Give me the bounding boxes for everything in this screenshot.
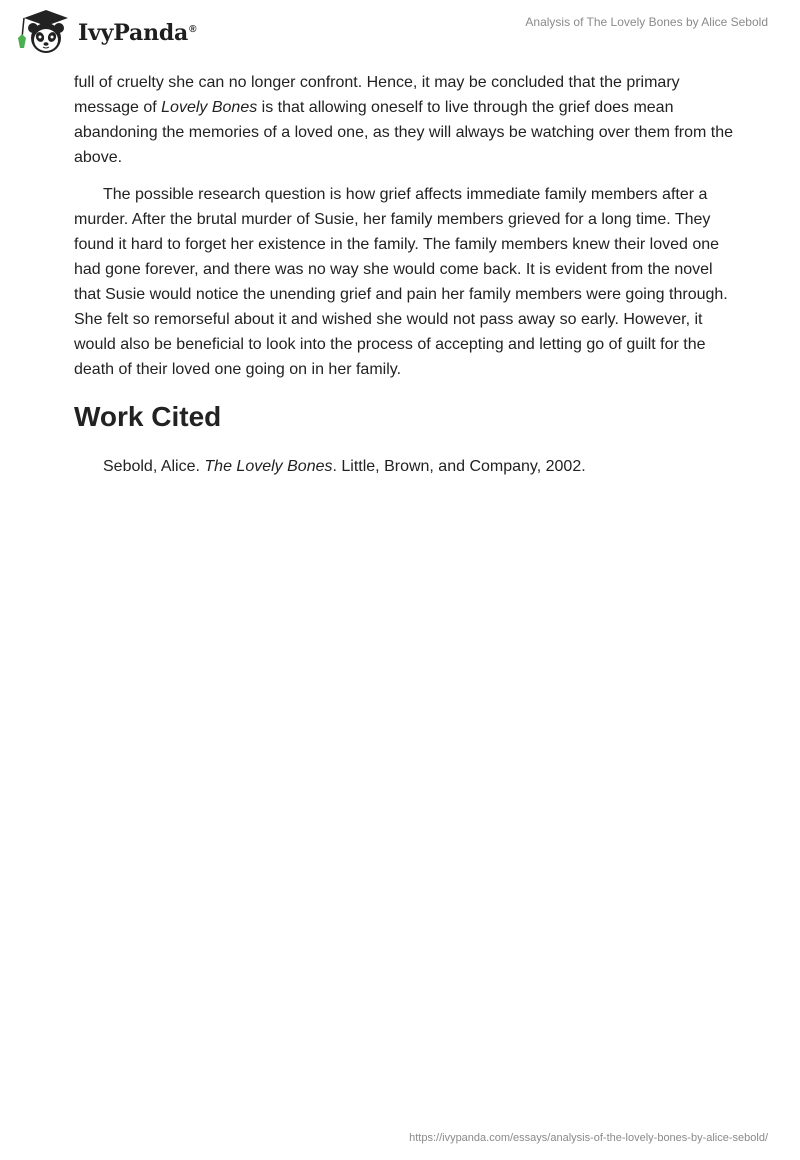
source-url[interactable]: https://ivypanda.com/essays/analysis-of-the-lovely-bones-by-alice-sebold/ xyxy=(409,1132,768,1144)
running-title: Analysis of The Lovely Bones by Alice Sebold xyxy=(525,15,768,29)
citation-title-italic: The Lovely Bones xyxy=(204,458,333,475)
book-title-italic: Lovely Bones xyxy=(161,99,258,116)
essay-content xyxy=(74,70,734,479)
work-cited-heading: Work Cited xyxy=(74,401,222,432)
ivypanda-logo[interactable] xyxy=(16,8,196,56)
page-header xyxy=(0,0,800,64)
paragraph-research-question: The possible research question is how grief affects immediate family members after a murder. After the brutal murder of Susie, her family members grieved for a long time. They found it hard to forget her existence in the family. The family members knew their loved one had gone forever, and there was no way she would come back. It is evident from the novel that Susie would notice the unending grief and pain her family members were going through. She felt so remorseful about it and wished she would not pass away so early. However, it would also be beneficial to look into the process of accepting and letting go of guilt for the death of their loved one going on in her family. xyxy=(74,186,728,378)
registered-mark: ® xyxy=(189,23,197,35)
logo-wordmark: IvyPanda® xyxy=(78,20,197,46)
citation-entry: Sebold, Alice. The Lovely Bones. Little, Brown, and Company, 2002. xyxy=(103,458,586,475)
paragraph-conclusion: full of cruelty she can no longer confront. Hence, it may be concluded that the primary message of Lovely Bones is that allowing oneself to live through the grief does mean abandoning the memories of a loved one, as they will always be watching over them from the above. xyxy=(74,74,734,166)
panda-graduation-cap-icon xyxy=(16,8,76,56)
